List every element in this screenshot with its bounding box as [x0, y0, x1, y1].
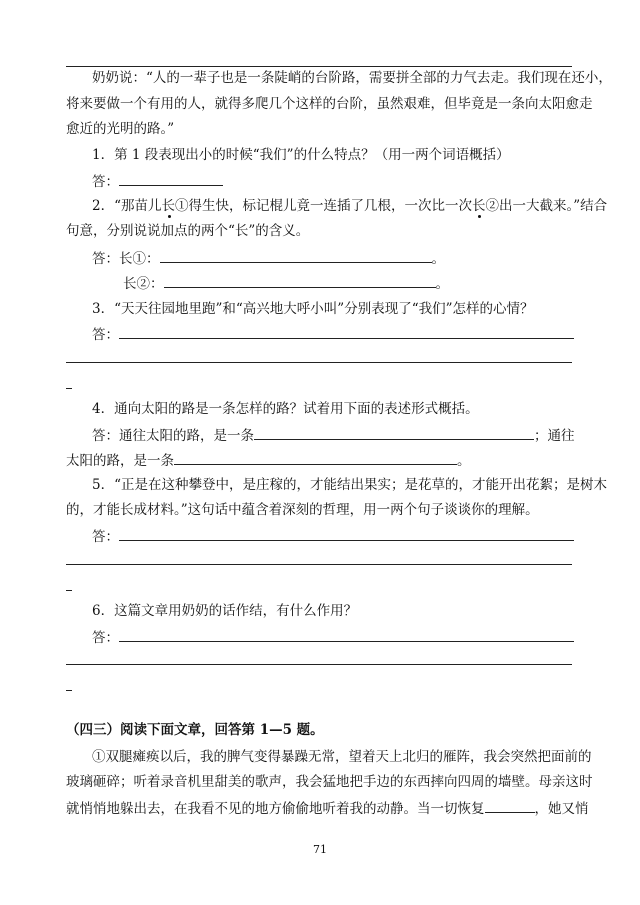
answer-4-row-1	[92, 425, 575, 446]
answer-4-blank-2[interactable]	[174, 450, 457, 465]
answer-4-prefix-2: 太阳的路，是一条	[66, 453, 174, 469]
q2-dotted-char-2: 长	[472, 198, 486, 214]
question-6: 6．这篇文章用奶奶的话作结，有什么作用？	[92, 603, 358, 619]
question-5-line-1: 5．“正是在这种攀登中，是庄稼的，才能结出果实；是花草的，才能开出花絮；是树木	[92, 477, 607, 493]
question-2-line-1	[92, 196, 607, 216]
question-5-line-2: 的，才能长成材料。”这句话中蕴含着深刻的哲理，用一两个句子谈谈你的理解。	[66, 502, 539, 518]
period: 。	[457, 453, 471, 469]
answer-6-tick	[66, 690, 72, 691]
question-2-line-2: 句意，分别说说加点的两个“长”的含义。	[66, 223, 310, 239]
answer-4-blank-1[interactable]	[254, 425, 534, 440]
q2-text-mid: ①得生快，标记棍儿竟一连插了几根，一次比一次	[175, 198, 472, 214]
section-4-line-2: 玻璃砸碎；听着录音机里甜美的歌声，我会猛地把手边的东西摔向四周的墙壁。母亲这时	[66, 774, 593, 790]
q2-text-end: ②出一大截来。”结合	[485, 198, 608, 214]
top-rule	[66, 66, 572, 67]
page-number: 71	[313, 843, 327, 856]
answer-2a-row	[92, 248, 445, 269]
question-1: 1．第 1 段表现出小的时候“我们”的什么特点？（用一两个词语概括）	[92, 147, 510, 163]
answer-2a-label: 答：长①：	[92, 251, 160, 267]
answer-label: 答：	[92, 174, 119, 190]
answer-3-row	[92, 324, 574, 345]
section-4-line-3-pre: 就悄悄地躲出去，在我看不见的地方偷偷地听着我的动静。当一切恢复	[66, 801, 485, 817]
section-4-blank[interactable]	[485, 798, 535, 813]
answer-4-row-2	[66, 450, 471, 471]
passage-line-1: 奶奶说：“人的一辈子也是一条陡峭的台阶路，需要拼全部的力气去走。我们现在还小，	[92, 70, 612, 86]
answer-label: 答：	[92, 529, 119, 545]
question-3: 3．“天天往园地里跑”和“高兴地大呼小叫”分别表现了“我们”怎样的心情？	[92, 301, 534, 317]
question-4: 4．通向太阳的路是一条怎样的路？试着用下面的表述形式概括。	[92, 401, 479, 417]
section-4-line-1: ①双腿瘫痪以后，我的脾气变得暴躁无常，望着天上北归的雁阵，我会突然把面前的	[92, 749, 592, 765]
q2-dotted-char-1: 长	[161, 198, 175, 214]
answer-label: 答：	[92, 630, 119, 646]
answer-5-line-2[interactable]	[66, 564, 572, 565]
section-heading: （四三）阅读下面文章，回答第 1—5 题。	[66, 722, 324, 738]
q2-text-pre: 2．“那苗儿	[92, 198, 162, 214]
answer-3-tick	[66, 388, 72, 389]
answer-2b-blank[interactable]	[164, 273, 436, 288]
answer-1-row	[92, 171, 223, 192]
period: 。	[435, 276, 449, 292]
answer-6-line-2[interactable]	[66, 664, 572, 665]
answer-1-blank[interactable]	[119, 171, 223, 186]
answer-5-tick	[66, 590, 72, 591]
answer-4-prefix: 答：通往太阳的路，是一条	[92, 428, 254, 444]
answer-5-row	[92, 526, 574, 547]
answer-label: 答：	[92, 327, 119, 343]
answer-5-blank[interactable]	[119, 526, 574, 541]
answer-2b-label: 长②：	[123, 276, 164, 292]
passage-line-3: 愈近的光明的路。”	[66, 121, 175, 137]
answer-4-mid: ；通往	[534, 428, 575, 444]
section-4-line-3	[66, 798, 589, 819]
answer-3-line-2[interactable]	[66, 362, 572, 363]
answer-2a-blank[interactable]	[160, 248, 432, 263]
section-4-line-3-post: ，她又悄	[534, 801, 589, 817]
answer-6-blank[interactable]	[119, 627, 574, 642]
answer-2b-row	[123, 273, 449, 294]
passage-line-2: 将来要做一个有用的人，就得多爬几个这样的台阶，虽然艰难，但毕竟是一条向太阳愈走	[66, 96, 593, 112]
answer-3-blank[interactable]	[119, 324, 574, 339]
answer-6-row	[92, 627, 574, 648]
period: 。	[431, 251, 445, 267]
